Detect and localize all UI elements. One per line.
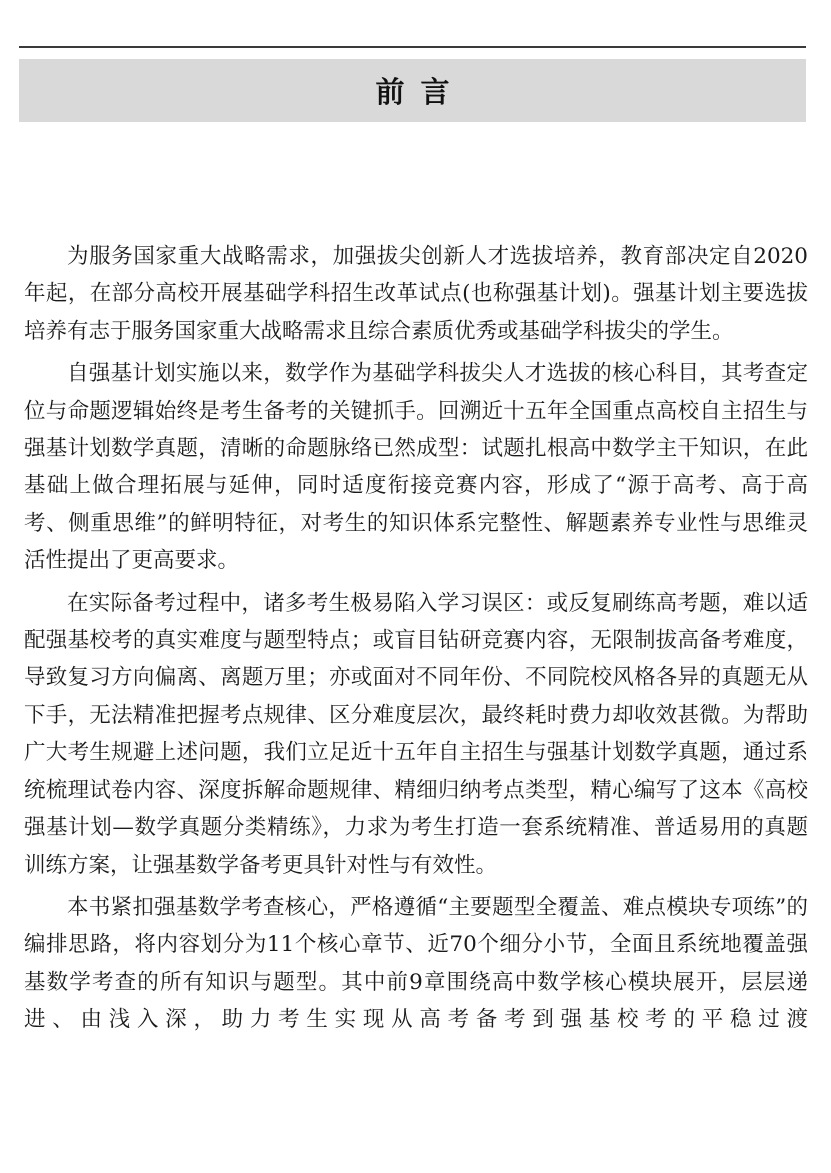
body-text xyxy=(24,238,808,1044)
header-rule xyxy=(19,46,806,48)
paragraph-4: 本书紧扣强基数学考查核心，严格遵循“主要题型全覆盖、难点模块专项练”的编排思路，将内容划分为11个核心章节、近70个细分小节，全面且系统地覆盖强基数学考查的所有知识与题型。其中前9章围绕高中数学核心模块展开，层层递进、由浅入深，助力考生实现从高考备考到强基校考的平稳过渡 xyxy=(24,894,808,1033)
paragraph-1: 为服务国家重大战略需求，加强拔尖创新人才选拔培养，教育部决定自2020年起，在部分高校开展基础学科招生改革试点(也称强基计划)。强基计划主要选拔培养有志于服务国家重大战略需求且综合素质优秀或基础学科拔尖的学生。 xyxy=(24,244,808,344)
page-title: 前言 xyxy=(375,75,466,109)
paragraph-2: 自强基计划实施以来，数学作为基础学科拔尖人才选拔的核心科目，其考查定位与命题逻辑始终是考生备考的关键抓手。回溯近十五年全国重点高校自主招生与强基计划数学真题，清晰的命题脉络已然成型：试题扎根高中数学主干知识，在此基础上做合理拓展与延伸，同时适度衔接竞赛内容，形成了“源于高考、高于高考、侧重思维”的鲜明特征，对考生的知识体系完整性、解题素养专业性与思维灵活性提出了更高要求。 xyxy=(24,361,808,574)
title-band xyxy=(19,59,806,122)
paragraph-3: 在实际备考过程中，诸多考生极易陷入学习误区：或反复刷练高考题，难以适配强基校考的真实难度与题型特点；或盲目钻研竞赛内容，无限制拔高备考难度，导致复习方向偏离、离题万里；亦或面对不同年份、不同院校风格各异的真题无从下手，无法精准把握考点规律、区分难度层次，最终耗时费力却收效甚微。为帮助广大考生规避上述问题，我们立足近十五年自主招生与强基计划数学真题，通过系统梳理试卷内容、深度拆解命题规律、精细归纳考点类型，精心编写了这本《高校强基计划—数学真题分类精练》，力求为考生打造一套系统精准、普适易用的真题训练方案，让强基数学备考更具针对性与有效性。 xyxy=(24,590,808,878)
